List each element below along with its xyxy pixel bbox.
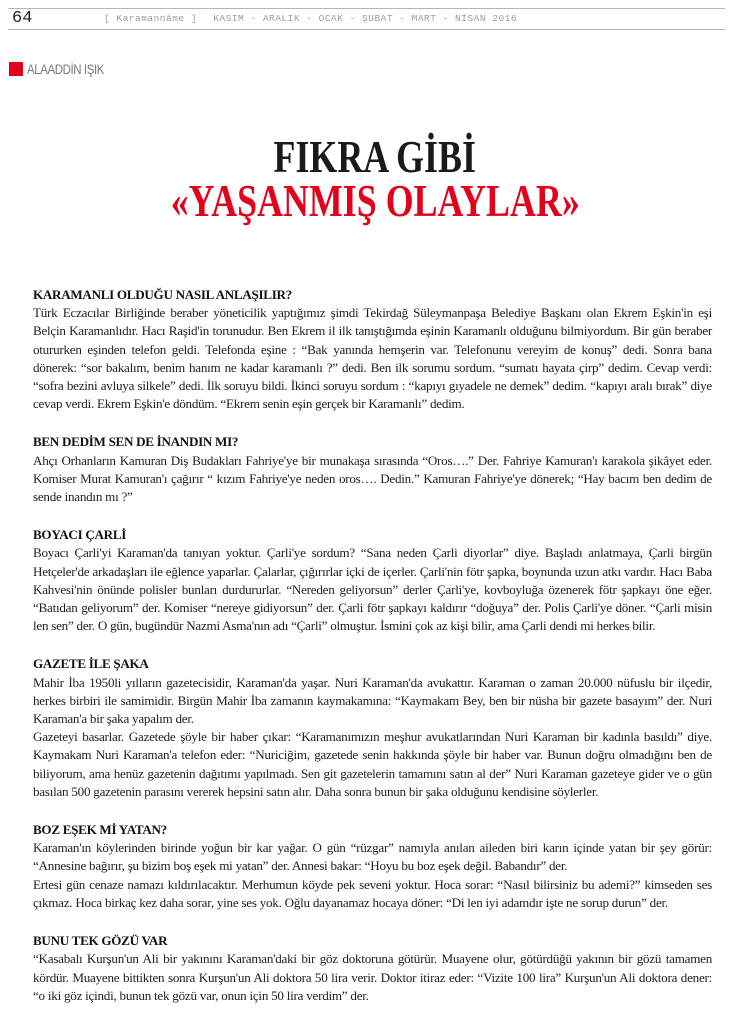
author-name: ALAADDİN IŞIK: [27, 61, 104, 77]
page-number: 64: [12, 9, 33, 28]
author-byline: [9, 61, 121, 77]
section-heading: BEN DEDİM SEN DE İNANDIN MI?: [33, 434, 239, 450]
article-title: [0, 131, 750, 226]
section-paragraph: Ertesi gün cenaze namazı kıldırılacaktır. Merhumun köyde pek seveni yoktur. Hoca sorar: “Nasıl bilirsiniz bu ademi?” kimseden ses çıkmaz. Hoca birkaç kez daha sorar, yine ses yok. Oğlu dayanamaz hocaya döner: “Di len iyi adamdır işte ne sorup durun” der.: [33, 876, 712, 910]
red-square-icon: [9, 62, 23, 76]
header-rule-bottom: [8, 29, 725, 30]
section-paragraph: Türk Eczacılar Birliğinde beraber yöneticilik yaptığımız şimdi Tekirdağ Süleymanpaşa Belediye Başkanı olan Ekrem Eşkin'in eşi Belçin Karamanlıdır. Hacı Raşid'in torunudur. Ben Ekrem il ilk tanıştığımda eşinin Karamanlı olduğunu bilmiyordum. Bir gün beraber otururken eşinden telefon geldi. Telefonda eşine : “Bak yanında hemşerin var. Telefonunu vereyim de konuş” dedi. Sonra bana dönerek: “sor bakalım, benim hanım ne kadar karamanlı ?” dedi. Ben ilk sorumu sordum. “sumatı hayata çirp” dedim. Cevap verdi: “sofra bezini avluya silkele” dedi. İlk soruyu bildi. İkinci soruyu sordum : “kapıyı gıyadele ne demek” dedim. “kapıyı aralı bırak” diye cevap verdi. Ekrem Eşkin'e döndüm. “Ekrem senin eşin gerçek bir Karamanlı” dedim.: [33, 305, 712, 412]
section-paragraph: “Kasabalı Kurşun'un Ali bir yakınını Karaman'daki bir göz doktoruna götürür. Muayene olur, götürdüğü yakının bir gözü tamamen kördür. Muayene bittikten sonra Kurşun'un Ali doktora 50 lira verir. Doktor itiraz eder: “Vizite 100 lira” Kurşun'un Ali doktora dener: “o iki göz içindi, bunun tek gözü var, onun için 50 lira verdim” der.: [33, 951, 712, 1003]
section-heading: BOYACI ÇARLİ: [33, 527, 127, 543]
section-gazete: [33, 655, 712, 801]
section-tek-gozu: [33, 932, 712, 1005]
section-boz-esek: [33, 821, 712, 912]
section-paragraph: Gazeteyi basarlar. Gazetede şöyle bir haber çıkar: “Karamanımızın meşhur avukatlarından Nuri Karaman bir kadınla basıldı” diye. Kaymakam Nuri Karaman'a telefon eder: “Nuriciğim, gazetede senin hakkında şöyle bir haber var. Bunun doğru olmadığını ben de biliyorum, ama henüz gazetenin dağıtımı yapılmadı. Sen git gazetelerin tamamını satın al der” Nuri Karaman gazeteye gider ve o gün basılan 500 gazetenin parasını vererek hepsini satın alır. Daha sonra bunun bir şaka olduğunu kendisine söylerler.: [33, 729, 712, 799]
section-boyaci-carli: [33, 526, 712, 635]
section-paragraph: Ahçı Orhanların Kamuran Diş Budakları Fahriye'ye bir munakaşa sırasında “Oros….” Der. Fahriye Kamuran'ı karakola şikâyet eder. Komiser Murat Kamuran'ı çağırır “ kızım Fahriye'ye neden oros…. Dedin.” Kamuran Fahriye'ye dönerek; “Hay bacım ben dedim de sende inandın mı ?”: [33, 452, 712, 505]
magazine-name: [ Karamannâme ]: [104, 13, 198, 24]
section-ben-dedim: [33, 433, 712, 506]
running-head: [104, 13, 517, 25]
title-line-2: «YAŞANMIŞ OLAYLAR»: [170, 175, 580, 226]
section-paragraph: Karaman'ın köylerinden birinde yoğun bir kar yağar. O gün “rüzgar” namıyla anılan aileden biri karın içinde yatan bir şey görür: “Annesine bağırır, şu bizim boş eşek mi yatan” der. Annesi bakar: “Hoyu bu boz eşek değil. Babandır” der.: [33, 840, 712, 874]
section-heading: BUNU TEK GÖZÜ VAR: [33, 933, 168, 949]
header-rule-top: [8, 8, 725, 9]
section-heading: KARAMANLI OLDUĞU NASIL ANLAŞILIR?: [33, 287, 292, 302]
article-body: [33, 286, 712, 1025]
section-paragraph: Mahir İba 1950li yılların gazetecisidir, Karaman'da yaşar. Nuri Karaman'da avukattır. Karaman o zaman 20.000 nüfuslu bir ilçedir, herkes birbiri ile samimidir. Birgün Mahir İba zamanın kaymakamına: “Kaymakam Bey, ben bir nüsha bir gazete basayım” der. Nuri Karaman'a bir şaka yapalım der.: [33, 674, 712, 727]
section-karamanli: [33, 286, 712, 413]
title-line-1: FIKRA GİBİ: [273, 131, 477, 182]
issue-months: KASIM - ARALIK - OCAK - ŞUBAT - MART - NİSAN 2016: [213, 13, 518, 24]
section-heading: GAZETE İLE ŞAKA: [33, 656, 149, 672]
section-paragraph: Boyacı Çarli'yi Karaman'da tanıyan yoktur. Çarli'ye sordum? “Sana neden Çarli diyorlar” diye. Başladı anlatmaya, Çarli birgün Hetçeler'de arkadaşları ile eğlence yaparlar. Çalarlar, çığırırlar içki de içerler. Çarli'nin fötr şapka, boynunda uzun atkı vardır. Hacı Baba Kahvesi'nin önünde polisler bunları durdururlar. “Nereden geliyorsun” derler Çarli'ye, kovboyluğa özenerek fötr şapkayı öne eğer. “Batıdan geliyorum” der. Komiser “nereye gidiyorsun” der. Çarli fötr şapkayı kaldırır “doğuya” der. Polis Çarli'ye döner. “Çarli misin len sen” der. O gün, bugündür Nazmi Asma'nın adı “Çarli” olmuştur. İsmini çok az kişi bilir, ama Çarli dendi mi herkes bilir.: [33, 545, 712, 634]
section-heading: BOZ EŞEK Mİ YATAN?: [33, 822, 167, 838]
